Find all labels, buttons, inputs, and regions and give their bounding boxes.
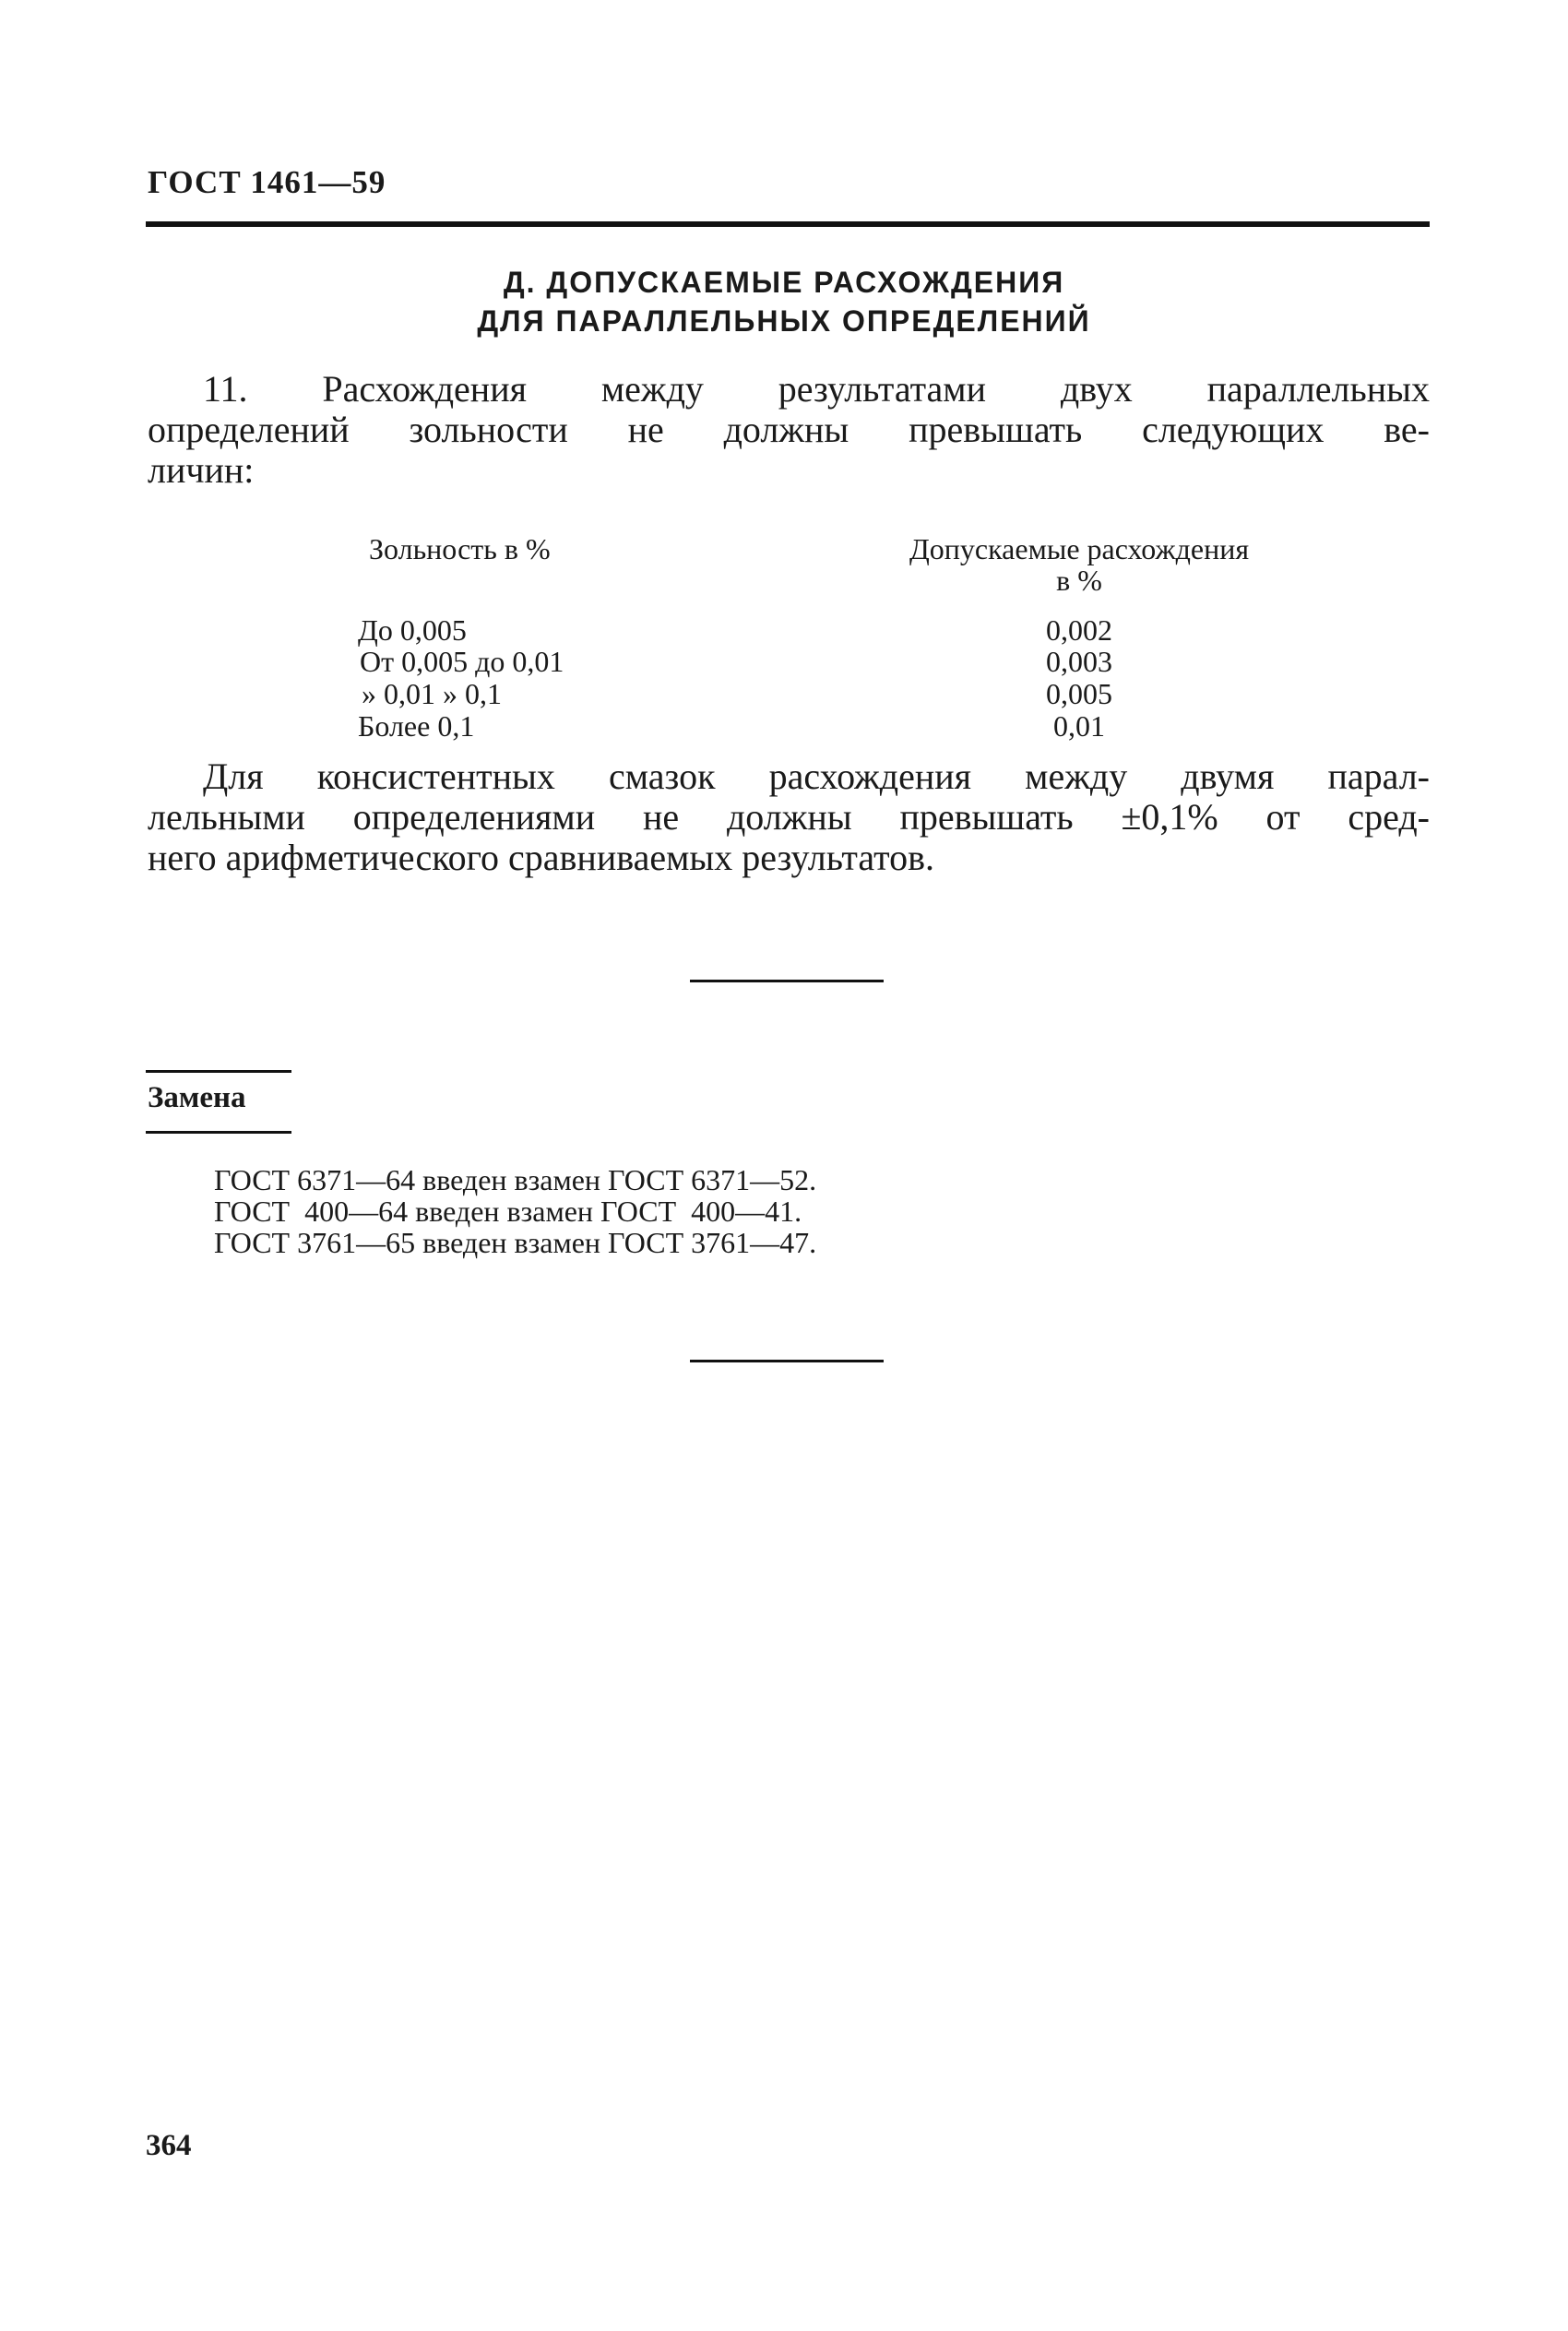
greases-line1: Для консистентных смазок расхождения между двумя парал- [203, 755, 1430, 797]
clause-11 [148, 369, 1430, 491]
clause-11-line3: личин: [148, 449, 255, 491]
section-title-line1: Д. ДОПУСКАЕМЫЕ РАСХОЖДЕНИЯ [503, 266, 1065, 299]
greases-line2: лельными определениями не должны превышать ±0,1% от сред- [148, 796, 1430, 838]
clause-11-line1: 11. Расхождения между результатами двух параллельных [203, 368, 1430, 410]
header-rule [146, 221, 1430, 227]
greases-line3: него арифметического сравниваемых результатов. [148, 837, 934, 878]
clause-11-line2: определений зольности не должны превышать следующих ве- [148, 409, 1430, 450]
document-code: ГОСТ 1461—59 [148, 164, 386, 200]
replacement-item: ГОСТ 3761—65 введен взамен ГОСТ 3761—47. [214, 1226, 817, 1259]
greases-paragraph [148, 756, 1430, 878]
page-number: 364 [146, 2129, 192, 2162]
replacement-rule-bottom [146, 1131, 291, 1134]
replacement-rule-top [146, 1070, 291, 1073]
separator-rule [690, 1360, 884, 1362]
table-row-ash: » 0,01 » 0,1 [362, 677, 502, 710]
table-row-ash: До 0,005 [358, 613, 467, 647]
table-row-ash: От 0,005 до 0,01 [360, 645, 564, 678]
table-row-ash: Более 0,1 [358, 709, 475, 743]
replacement-item: ГОСТ 6371—64 введен взамен ГОСТ 6371—52. [214, 1163, 817, 1196]
table-header-ash: Зольность в % [369, 532, 551, 565]
table-row-tolerance: 0,01 [1053, 709, 1105, 743]
separator-rule [690, 980, 884, 982]
table-row-tolerance: 0,002 [1046, 613, 1112, 647]
replacement-item: ГОСТ 400—64 введен взамен ГОСТ 400—41. [214, 1195, 802, 1228]
section-title-line2: ДЛЯ ПАРАЛЛЕЛЬНЫХ ОПРЕДЕЛЕНИЙ [477, 304, 1091, 338]
table-header-tolerance: Допускаемые расхождения [909, 532, 1250, 565]
table-header-tolerance-unit: в % [1056, 564, 1102, 597]
table-row-tolerance: 0,005 [1046, 677, 1112, 710]
replacement-title: Замена [148, 1081, 246, 1114]
table-row-tolerance: 0,003 [1046, 645, 1112, 678]
